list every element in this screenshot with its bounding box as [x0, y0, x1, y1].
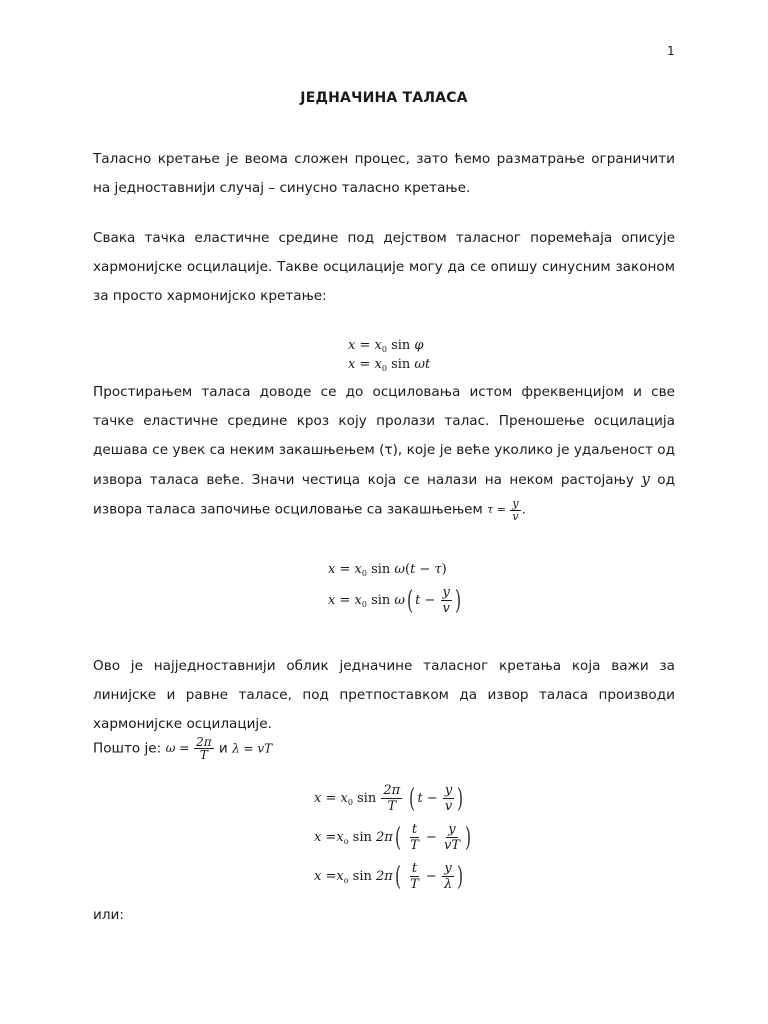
- paragraph-intro: Таласно кретање је веома сложен процес, зато ћемо разматрање ограничити на једноставнији случај – синусно таласно кретање.: [93, 151, 675, 196]
- paragraph-simplest-form: Ово је најједноставнији облик једначине таласног кретања која важи за линијске и равне таласе, под претпоставком да извор таласа производи хармонијске осцилације.: [93, 658, 675, 732]
- paragraph-propagation-text: Простирањем таласа доводе се до осциловања истом фреквенцијом и све тачке еластичне средине кроз коју пролази талас. Преношење осцилација дешава се увек са неким закашњењем (τ), које је веће уколико је удаљеност од извора таласа веће. Значи честица која се налази на неком растојању: [93, 384, 675, 488]
- paragraph-propagation: Простирањем таласа доводе се до осциловања истом фреквенцијом и све тачке еластичне средине кроз коју пролази талас. Преношење осцилација дешава се увек са неким закашњењем (τ), које је веће уколико је удаљеност од извора таласа веће. Значи честица која се налази на неком растојању y од извора таласа започиње осциловање са закашњењем τ = $\frac{y}{v}$ .: [93, 384, 675, 523]
- equation-angular-frequency: ω = $\frac{2\pi}{T}$: [165, 735, 212, 762]
- since-line: [93, 736, 272, 761]
- page-number: 1: [667, 44, 675, 58]
- equation-phi: $x = x_0$ sin φ: [348, 338, 424, 354]
- paragraph-propagation-text-2: од извора таласа започиње осциловање са закашњењем: [93, 472, 675, 518]
- variable-y: y: [641, 470, 650, 488]
- equation-lambda-form: $x =x_o$ sin 2π( $\frac{t}{T}$ − $\frac{y}{\lambda}$ ): [314, 861, 464, 892]
- page-title: ЈЕДНАЧИНА ТАЛАСА: [300, 90, 468, 106]
- equation-delay: $x = x_0$ sin ω(t − τ): [328, 562, 447, 578]
- and-label: и: [218, 740, 228, 757]
- since-label: Пошто је:: [93, 740, 162, 757]
- equation-delay-velocity: $x = x_0$ sin ω( t − $\frac{y}{v}$ ): [328, 585, 462, 616]
- equation-tau: τ = $\frac{y}{v}$: [487, 496, 519, 523]
- equation-period-form: $x = x_0$ sin $\frac{2\pi}{T}$ ( t − $\frac{y}{v}$ ): [314, 783, 464, 814]
- equation-vt-form: $x =x_o$ sin 2π( $\frac{t}{T}$ − $\frac{y}{vT}$ ): [314, 822, 472, 853]
- paragraph-or: или:: [93, 907, 124, 923]
- paragraph-harmonic: Свака тачка еластичне средине под дејством таласног поремећаја описује хармонијске осцилације. Такве осцилације могу да се опишу синусним законом за просто хармонијско кретање:: [93, 230, 675, 304]
- equation-wavelength: λ = vT: [232, 741, 273, 756]
- equation-omega-t: $x = x_0$ sin ωt: [348, 357, 431, 373]
